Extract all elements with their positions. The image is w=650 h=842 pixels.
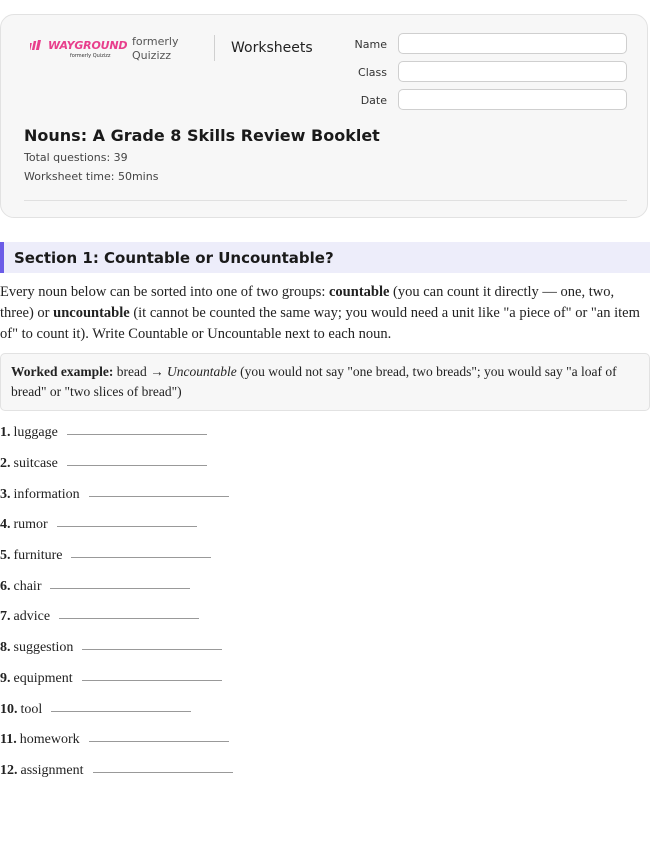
answer-line[interactable] — [89, 496, 229, 497]
question-item — [0, 701, 191, 719]
question-item — [0, 639, 222, 657]
answer-line[interactable] — [82, 680, 222, 681]
intro-countable: countable — [329, 284, 390, 300]
example-explanation: (you would not say "one bread, two breads"; you would say "a loaf of bread" or "two slices of bread") — [11, 364, 617, 399]
question-item — [0, 731, 229, 749]
question-item — [0, 608, 199, 626]
question-item — [0, 455, 207, 473]
answer-line[interactable] — [89, 741, 229, 742]
answer-line[interactable] — [67, 465, 207, 466]
question-number: 12. — [0, 763, 18, 778]
worked-example-box — [0, 353, 650, 411]
question-item — [0, 547, 211, 565]
answer-line[interactable] — [67, 434, 207, 435]
answer-line[interactable] — [51, 711, 191, 712]
quizizz-line: Quizizz — [132, 49, 172, 62]
question-number: 2. — [0, 456, 11, 471]
wayground-logo-icon — [30, 40, 46, 51]
question-word: homework — [19, 732, 80, 747]
name-field[interactable] — [398, 33, 627, 54]
answer-line[interactable] — [82, 649, 222, 650]
section-instructions — [0, 282, 650, 345]
question-number: 3. — [0, 487, 11, 502]
example-word: bread → — [113, 364, 167, 379]
question-word: suitcase — [13, 456, 58, 471]
answer-line[interactable] — [93, 772, 233, 773]
question-item — [0, 762, 233, 780]
date-label: Date — [360, 94, 387, 107]
question-number: 11. — [0, 732, 17, 747]
header-divider — [214, 35, 215, 61]
question-number: 9. — [0, 671, 11, 686]
answer-line[interactable] — [59, 618, 199, 619]
worksheet-header-card — [0, 14, 648, 218]
answer-line[interactable] — [50, 588, 190, 589]
total-questions: Total questions: 39 — [24, 151, 128, 164]
question-word: chair — [13, 579, 42, 594]
header-rule — [24, 200, 627, 201]
question-number: 8. — [0, 640, 11, 655]
formerly-quizizz-note — [132, 35, 179, 63]
question-word: luggage — [13, 425, 58, 440]
formerly-line: formerly — [132, 35, 179, 48]
question-word: furniture — [13, 548, 63, 563]
example-label: Worked example: — [11, 364, 114, 379]
question-word: advice — [13, 609, 51, 624]
section-title: Section 1: Countable or Uncountable? — [14, 249, 334, 267]
question-word: tool — [20, 702, 43, 717]
worksheet-time: Worksheet time: 50mins — [24, 170, 159, 183]
intro-text: Every noun below can be sorted into one of two groups: — [0, 284, 329, 300]
section-accent-bar — [0, 242, 4, 273]
question-number: 6. — [0, 579, 11, 594]
worksheets-label: Worksheets — [231, 40, 313, 56]
question-number: 1. — [0, 425, 11, 440]
question-item — [0, 516, 197, 534]
date-field[interactable] — [398, 89, 627, 110]
intro-uncountable: uncountable — [53, 305, 130, 321]
class-field[interactable] — [398, 61, 627, 82]
question-word: information — [13, 487, 80, 502]
question-number: 4. — [0, 517, 11, 532]
question-number: 7. — [0, 609, 11, 624]
logo-wordmark: WAYGROUND — [48, 39, 128, 52]
question-word: suggestion — [13, 640, 74, 655]
question-number: 10. — [0, 702, 18, 717]
section-header — [0, 242, 650, 273]
wayground-logo — [30, 39, 128, 69]
question-word: rumor — [13, 517, 48, 532]
question-item — [0, 424, 207, 442]
question-number: 5. — [0, 548, 11, 563]
worksheet-title: Nouns: A Grade 8 Skills Review Booklet — [24, 126, 380, 145]
answer-line[interactable] — [71, 557, 211, 558]
question-word: equipment — [13, 671, 73, 686]
name-label: Name — [354, 38, 387, 51]
question-word: assignment — [20, 763, 84, 778]
question-item — [0, 670, 222, 688]
question-item — [0, 486, 229, 504]
class-label: Class — [358, 66, 387, 79]
question-item — [0, 578, 190, 596]
intro-text: (you can count it directly — one, two, three) or — [0, 284, 615, 321]
answer-line[interactable] — [57, 526, 197, 527]
intro-text: (it cannot be counted the same way; you would need a unit like "a piece of" or "an item of" to count it). Write Countable or Uncountable next to each noun. — [0, 305, 640, 342]
logo-subtitle: formerly Quizizz — [70, 53, 111, 59]
example-answer: Uncountable — [166, 364, 237, 379]
